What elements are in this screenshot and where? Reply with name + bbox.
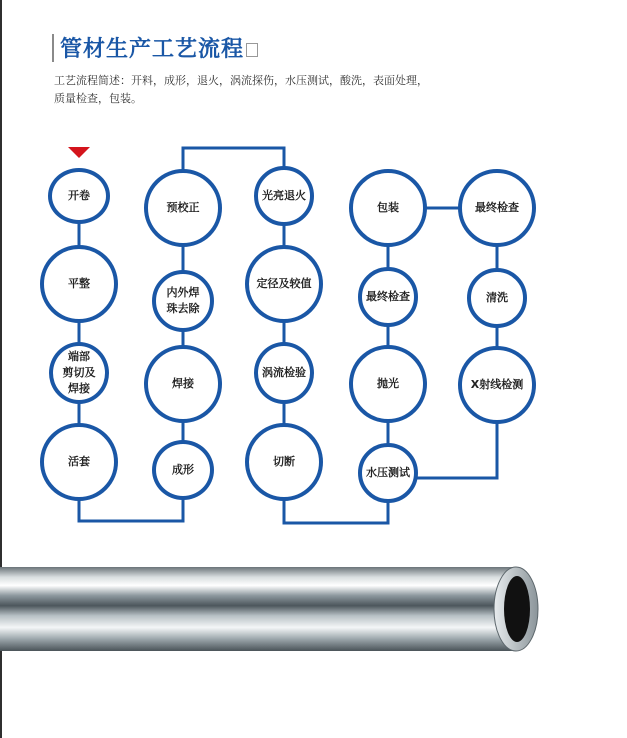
step-chengxing: 成形 (152, 440, 214, 500)
step-zuizhong2: 最终检查 (458, 169, 536, 247)
step-hanjie: 焊接 (144, 345, 222, 423)
step-woliu: 涡流检验 (254, 342, 314, 404)
step-neiwaihan: 内外焊 珠去除 (152, 270, 214, 332)
step-dingjing: 定径及较值 (245, 245, 323, 323)
steel-pipe-image (0, 563, 627, 653)
step-qieduan: 切断 (245, 423, 323, 501)
step-kaijuan: 开卷 (48, 168, 110, 224)
page-title-text: 管材生产工艺流程 (60, 37, 245, 62)
step-qingxi: 清洗 (467, 268, 527, 328)
step-huotao: 活套 (40, 423, 118, 501)
step-duanbu: 端部 剪切及 焊接 (49, 342, 109, 404)
process-description: 工艺流程简述：开料，成形，退火，涡流探伤，水压测试，酸洗，表面处理，质量检查，包装。 (54, 74, 428, 105)
pipe-body (0, 567, 518, 651)
step-pingzheng: 平整 (40, 245, 118, 323)
step-yujiaozheng: 预校正 (144, 169, 222, 247)
step-xshexian: X射线检测 (458, 346, 536, 424)
step-paoguang: 抛光 (349, 345, 427, 423)
step-guangliang: 光亮退火 (254, 166, 314, 226)
step-shuiya: 水压测试 (358, 443, 418, 503)
step-baozhuang: 包装 (349, 169, 427, 247)
step-zuizhong1: 最终检查 (358, 267, 418, 327)
pipe-end-bore (504, 576, 530, 642)
